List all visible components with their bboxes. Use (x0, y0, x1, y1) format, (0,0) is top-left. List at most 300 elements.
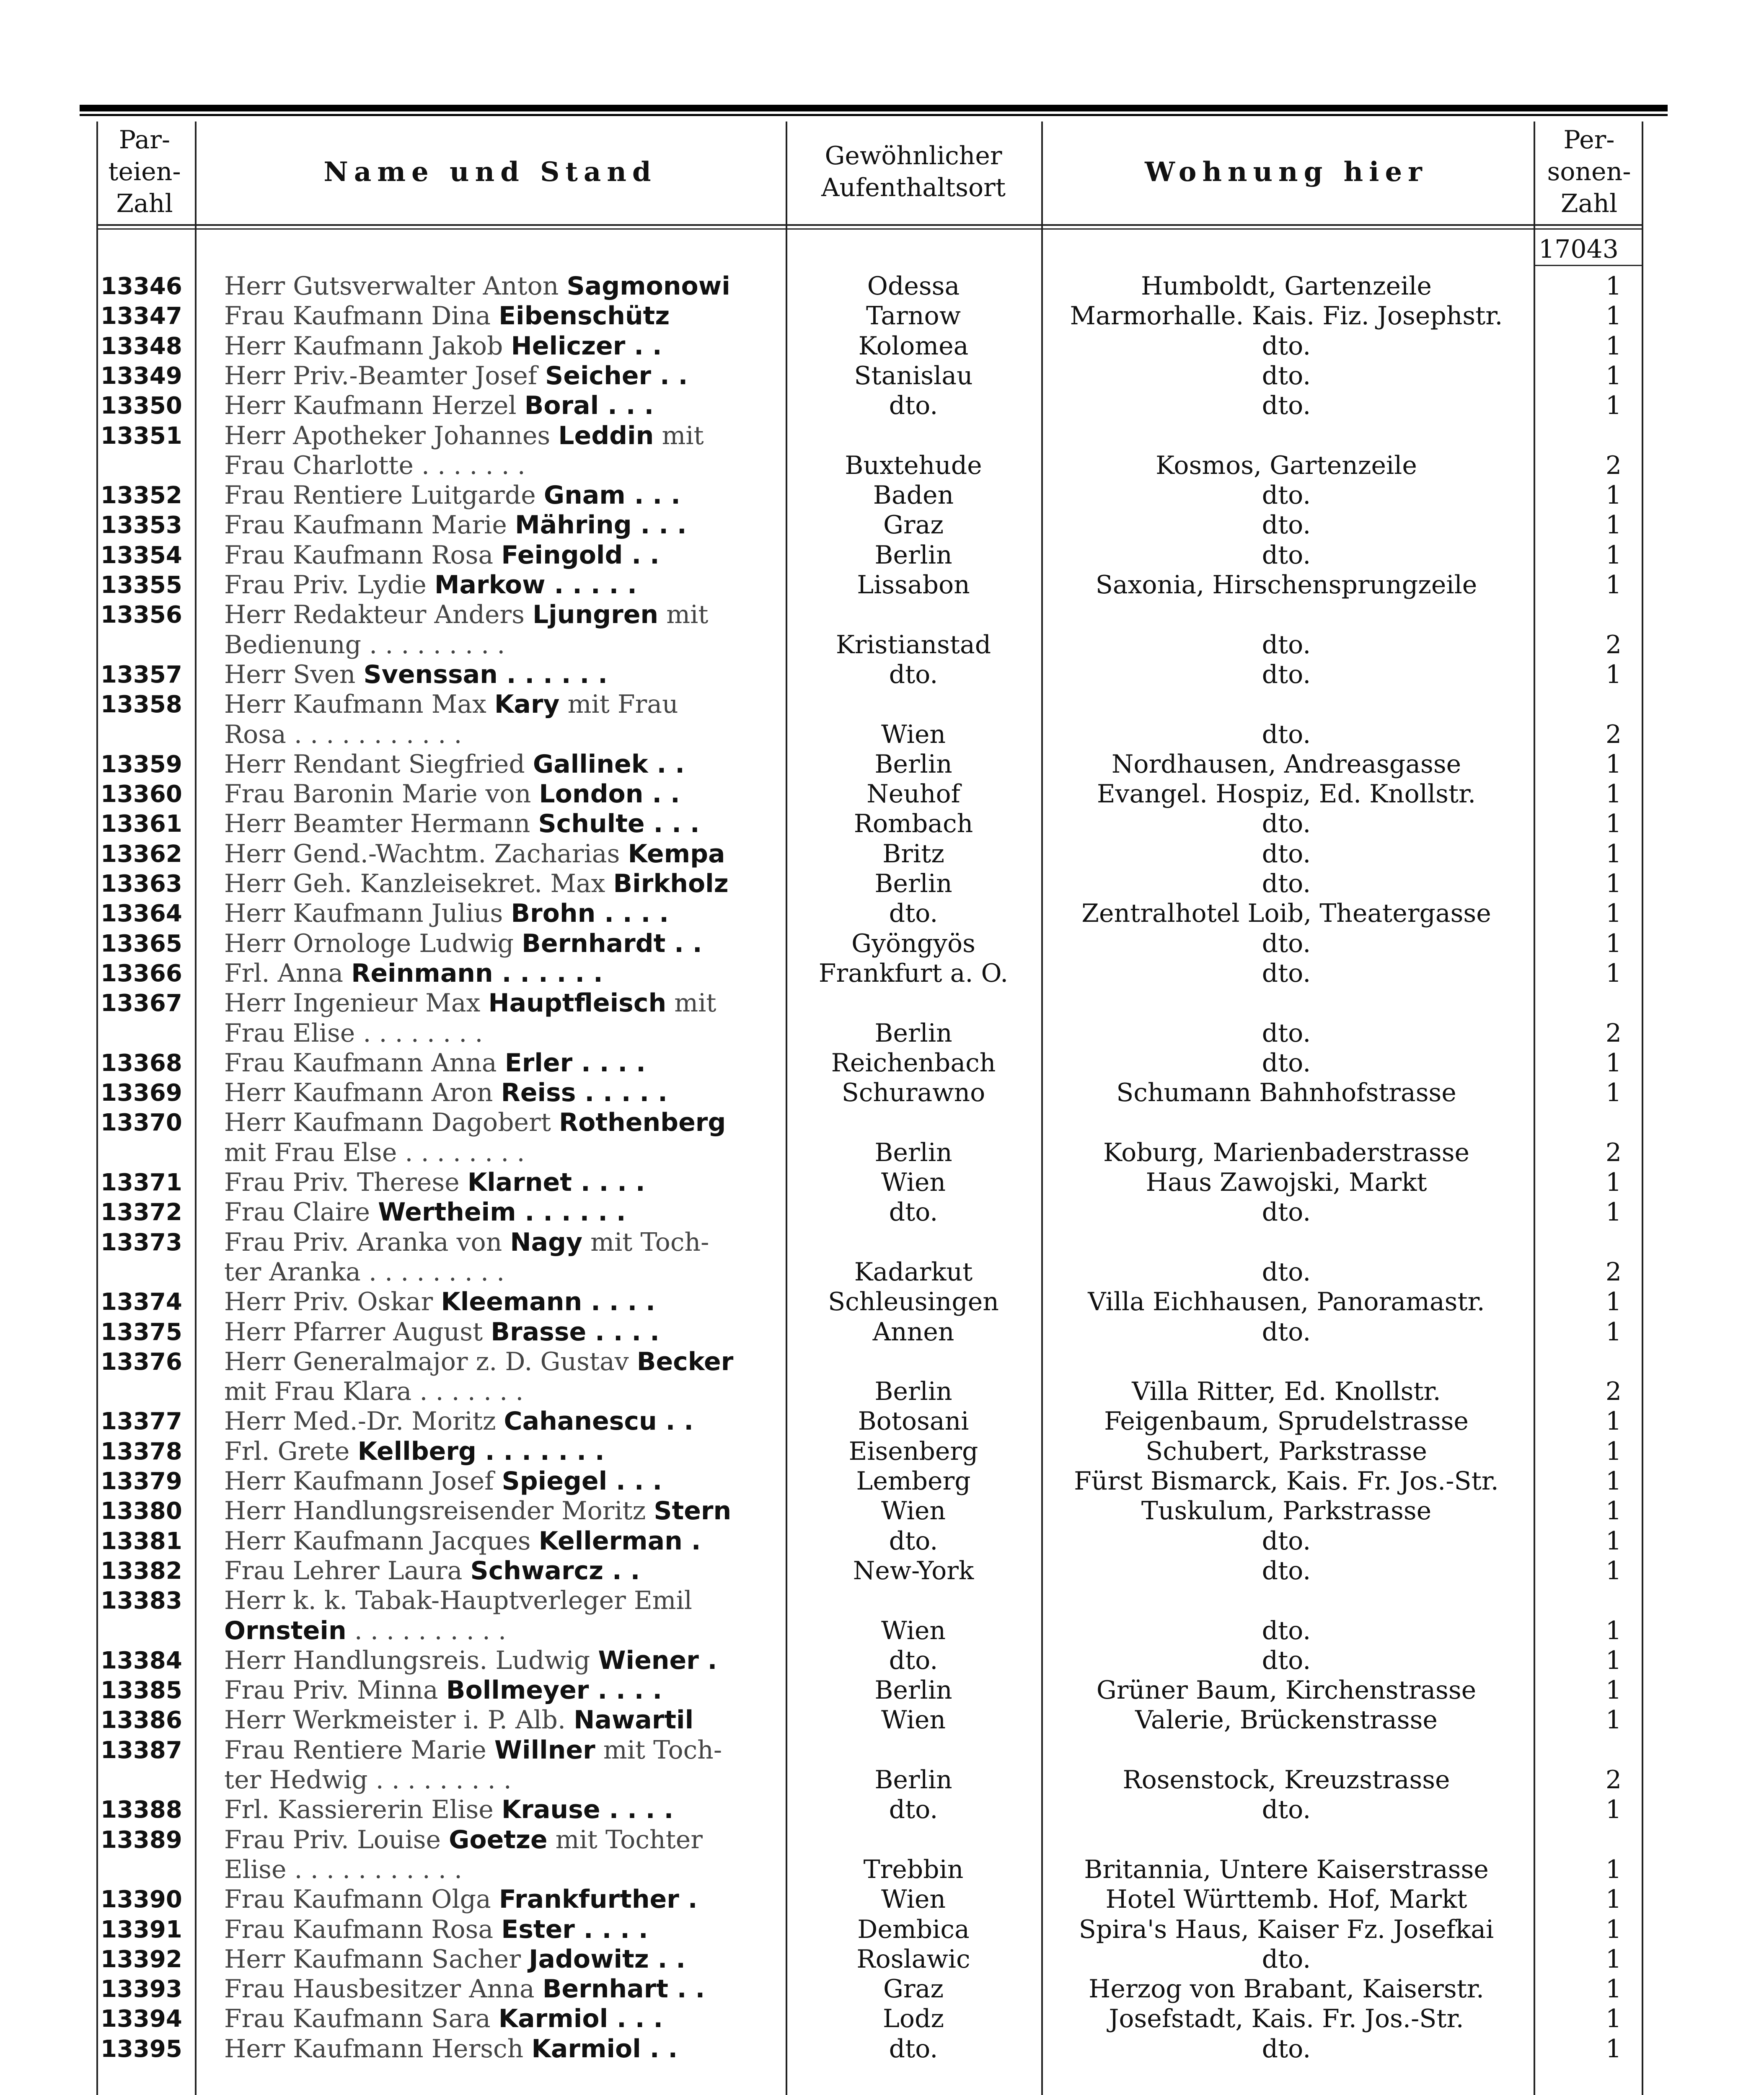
party-number: 13363 (101, 870, 182, 897)
lodging-address: dto. (1262, 1048, 1311, 1078)
surname: Reiss . . . . . (501, 1078, 667, 1107)
name-prefix: Frl. Anna (224, 959, 344, 988)
name-prefix: Frau Lehrer Laura (224, 1556, 463, 1585)
name-and-status (224, 570, 769, 600)
table-row (0, 1317, 1764, 1347)
name-suffix: mit (666, 988, 716, 1018)
table-row (0, 1915, 1764, 1945)
table-row (0, 839, 1764, 869)
name-prefix: Bedienung . . . . . . . . . (224, 630, 505, 660)
name-and-status (224, 750, 769, 779)
usual-residence: dto. (889, 1198, 938, 1227)
person-count: 1 (1605, 570, 1622, 600)
person-count: 1 (1605, 1287, 1622, 1316)
surname: Kellberg . . . . . . . (357, 1437, 605, 1466)
person-count: 1 (1605, 541, 1622, 570)
usual-residence: Berlin (874, 1676, 952, 1705)
surname: Kleemann . . . . (441, 1287, 655, 1316)
party-number: 13392 (101, 1946, 182, 1973)
lodging-address: dto. (1262, 1556, 1311, 1585)
party-number: 13358 (101, 691, 182, 718)
person-count: 1 (1605, 1855, 1622, 1884)
lodging-address: Nordhausen, Andreasgasse (1111, 750, 1461, 779)
person-count: 1 (1605, 929, 1622, 958)
name-prefix: Frau Priv. Lydie (224, 570, 427, 600)
name-prefix: Herr Ingenieur Max (224, 988, 481, 1018)
person-count: 1 (1605, 1078, 1622, 1107)
lodging-address: Fürst Bismarck, Kais. Fr. Jos.-Str. (1074, 1466, 1499, 1496)
name-prefix: Frau Hausbesitzer Anna (224, 1974, 535, 2004)
usual-residence: Berlin (874, 869, 952, 898)
usual-residence: Botosani (858, 1407, 969, 1436)
surname: Kary (494, 690, 560, 719)
name-prefix: Herr Gend.-Wachtm. Zacharias (224, 839, 620, 869)
header-party-line2: teien- (108, 157, 181, 186)
usual-residence: Wien (881, 1496, 946, 1526)
usual-residence: Berlin (874, 541, 952, 570)
name-and-status (224, 510, 769, 540)
name-prefix: Herr Rendant Siegfried (224, 750, 525, 779)
usual-residence: Lemberg (856, 1466, 971, 1496)
usual-residence: Neuhof (866, 779, 960, 809)
name-prefix: Herr Gutsverwalter Anton (224, 272, 559, 301)
name-prefix: Frau Kaufmann Sara (224, 2004, 491, 2033)
lodging-address: dto. (1262, 630, 1311, 660)
usual-residence: Gyöngyös (851, 929, 975, 958)
name-prefix: Frau Priv. Louise (224, 1825, 441, 1854)
name-and-status (224, 929, 769, 959)
table-row (0, 1646, 1764, 1676)
lodging-address: dto. (1262, 929, 1311, 958)
table-row (0, 391, 1764, 421)
lodging-address: Villa Ritter, Ed. Knollstr. (1132, 1377, 1441, 1406)
name-prefix: Herr Kaufmann Hersch (224, 2034, 524, 2064)
table-row (0, 1407, 1764, 1436)
name-and-status (224, 1347, 769, 1377)
party-number: 13346 (101, 273, 182, 300)
person-count: 1 (1605, 1646, 1622, 1675)
party-number: 13356 (101, 601, 182, 628)
name-prefix: mit Frau Klara . . . . . . . (224, 1377, 524, 1406)
name-prefix: ter Aranka . . . . . . . . . (224, 1257, 505, 1287)
person-count: 2 (1605, 720, 1622, 749)
table-row (0, 1377, 1764, 1407)
name-prefix: Frau Rentiere Marie (224, 1735, 486, 1765)
surname: London . . (539, 779, 680, 809)
table-row (0, 1825, 1764, 1855)
lodging-address: Josefstadt, Kais. Fr. Jos.-Str. (1109, 2004, 1464, 2033)
usual-residence: Berlin (874, 1019, 952, 1048)
name-and-status (224, 1765, 769, 1795)
name-prefix: Herr Generalmajor z. D. Gustav (224, 1347, 629, 1376)
surname: Ester . . . . (501, 1915, 648, 1944)
name-prefix: Herr Kaufmann Dagobert (224, 1108, 551, 1137)
surname: Krause . . . . (501, 1795, 674, 1824)
lodging-address: dto. (1262, 1945, 1311, 1974)
lodging-address: dto. (1262, 541, 1311, 570)
surname: Gallinek . . (533, 750, 685, 779)
table-row (0, 899, 1764, 929)
name-and-status (224, 1735, 769, 1765)
header-party-line1: Par- (119, 125, 171, 155)
person-count: 1 (1605, 361, 1622, 391)
lodging-address: dto. (1262, 959, 1311, 988)
name-suffix: mit Frau (559, 690, 678, 719)
party-number: 13382 (101, 1557, 182, 1585)
surname: Reinmann . . . . . . (351, 959, 603, 988)
usual-residence: Wien (881, 1616, 946, 1645)
person-count: 2 (1605, 451, 1622, 480)
surname: Jadowitz . . (529, 1945, 686, 1974)
name-and-status (224, 1646, 769, 1676)
table-row (0, 1795, 1764, 1825)
name-prefix: Frau Kaufmann Dina (224, 301, 491, 331)
surname: Birkholz (613, 869, 729, 898)
surname: Markow . . . . . (434, 570, 637, 600)
surname: Leddin (558, 421, 654, 450)
name-and-status (224, 959, 769, 988)
person-count: 1 (1605, 1168, 1622, 1197)
usual-residence: Wien (881, 1168, 946, 1197)
name-prefix: Frau Kaufmann Anna (224, 1048, 497, 1078)
person-count: 1 (1605, 1915, 1622, 1944)
surname: Schulte . . . (538, 809, 700, 838)
lodging-address: dto. (1262, 2034, 1311, 2064)
table-row (0, 869, 1764, 899)
table-row (0, 1257, 1764, 1287)
name-prefix: Herr Kaufmann Jakob (224, 331, 503, 361)
lodging-address: Spira's Haus, Kaiser Fz. Josefkai (1079, 1915, 1494, 1944)
name-prefix: Elise . . . . . . . . . . . (224, 1855, 463, 1884)
name-prefix: Herr Geh. Kanzleisekret. Max (224, 869, 605, 898)
person-count: 1 (1605, 809, 1622, 838)
party-number: 13353 (101, 512, 182, 539)
person-count: 1 (1605, 1048, 1622, 1078)
table-row (0, 1108, 1764, 1138)
lodging-address: dto. (1262, 331, 1311, 361)
person-count: 2 (1605, 1765, 1622, 1795)
name-and-status (224, 809, 769, 839)
name-prefix: Frau Kaufmann Olga (224, 1885, 491, 1914)
lodging-address: dto. (1262, 1257, 1311, 1287)
name-and-status (224, 779, 769, 809)
usual-residence: dto. (889, 2034, 938, 2064)
lodging-address: dto. (1262, 660, 1311, 689)
lodging-address: Marmorhalle. Kais. Fiz. Josephstr. (1070, 301, 1503, 331)
table-row (0, 1526, 1764, 1556)
usual-residence: dto. (889, 1795, 938, 1824)
carry-in-total: 17043 (1539, 235, 1619, 264)
usual-residence: dto. (889, 1526, 938, 1556)
usual-residence: Wien (881, 1885, 946, 1914)
name-prefix: Herr Med.-Dr. Moritz (224, 1407, 496, 1436)
surname: Nagy (510, 1228, 583, 1257)
person-count: 2 (1605, 1257, 1622, 1287)
usual-residence: Frankfurt a. O. (818, 959, 1009, 988)
carry-in-rule (1535, 265, 1642, 266)
table-row (0, 1048, 1764, 1078)
table-row (0, 1855, 1764, 1885)
name-and-status (224, 1377, 769, 1407)
lodging-address: dto. (1262, 1198, 1311, 1227)
lodging-address: Humboldt, Gartenzeile (1141, 272, 1432, 301)
name-prefix: Herr Kaufmann Max (224, 690, 486, 719)
surname: Hauptfleisch (488, 988, 667, 1018)
table-row (0, 451, 1764, 481)
usual-residence: dto. (889, 660, 938, 689)
party-number: 13368 (101, 1050, 182, 1077)
name-prefix: Frau Priv. Therese (224, 1168, 460, 1197)
table-row (0, 1705, 1764, 1735)
party-number: 13388 (101, 1796, 182, 1823)
party-number: 13349 (101, 362, 182, 390)
party-number: 13351 (101, 422, 182, 450)
table-row (0, 331, 1764, 361)
name-suffix: mit (658, 600, 709, 629)
party-number: 13377 (101, 1408, 182, 1435)
party-number: 13355 (101, 572, 182, 599)
party-number: 13373 (101, 1229, 182, 1256)
surname: Wiener . (598, 1646, 717, 1675)
party-number: 13372 (101, 1199, 182, 1226)
lodging-address: Koburg, Marienbaderstrasse (1103, 1138, 1470, 1167)
table-row (0, 1885, 1764, 1914)
lodging-address: Feigenbaum, Sprudelstrasse (1104, 1407, 1469, 1436)
name-and-status (224, 272, 769, 301)
table-row (0, 301, 1764, 331)
name-and-status (224, 1257, 769, 1287)
name-and-status (224, 1945, 769, 1974)
name-prefix: mit Frau Else . . . . . . . . (224, 1138, 525, 1167)
usual-residence: Annen (872, 1317, 954, 1347)
name-suffix: . . . . . . . . . . (346, 1616, 507, 1645)
person-count: 1 (1605, 2034, 1622, 2064)
table-row (0, 1019, 1764, 1048)
surname: Kempa (628, 839, 725, 869)
name-and-status (224, 1019, 769, 1048)
party-number: 13378 (101, 1438, 182, 1465)
surname: Sagmonowi (566, 272, 730, 301)
name-and-status (224, 1168, 769, 1198)
person-count: 1 (1605, 301, 1622, 331)
surname: Karmiol . . . (498, 2004, 663, 2033)
lodging-address: dto. (1262, 481, 1311, 510)
party-number: 13364 (101, 900, 182, 927)
name-and-status (224, 600, 769, 630)
name-prefix: Herr Kaufmann Jacques (224, 1526, 531, 1556)
lodging-address: dto. (1262, 1019, 1311, 1048)
name-and-status (224, 421, 769, 451)
table-row (0, 660, 1764, 690)
surname: Eibenschütz (499, 301, 670, 331)
name-prefix: Herr Werkmeister i. P. Alb. (224, 1705, 566, 1735)
name-and-status (224, 1586, 769, 1616)
surname: Willner (494, 1735, 595, 1765)
surname: Gnam . . . (543, 481, 680, 510)
party-number: 13365 (101, 930, 182, 957)
name-suffix: mit Toch- (582, 1228, 709, 1257)
surname: Mähring . . . (515, 510, 687, 540)
usual-residence: Berlin (874, 1377, 952, 1406)
usual-residence: Berlin (874, 750, 952, 779)
usual-residence: Eisenberg (848, 1437, 978, 1466)
header-party-number (96, 122, 193, 222)
surname: Bernhardt . . (522, 929, 702, 958)
usual-residence: Trebbin (863, 1855, 964, 1884)
name-prefix: Herr Kaufmann Aron (224, 1078, 493, 1107)
surname: Brasse . . . . (491, 1317, 660, 1347)
person-count: 1 (1605, 1496, 1622, 1526)
party-number: 13350 (101, 392, 182, 419)
lodging-address: dto. (1262, 510, 1311, 540)
name-and-status (224, 660, 769, 690)
surname: Wertheim . . . . . . (378, 1198, 626, 1227)
lodging-address: Grüner Baum, Kirchenstrasse (1096, 1676, 1477, 1705)
surname: Svenssan . . . . . . (363, 660, 608, 689)
name-prefix: Frau Kaufmann Rosa (224, 541, 494, 570)
party-number: 13390 (101, 1886, 182, 1913)
name-suffix: mit (654, 421, 704, 450)
table-row (0, 1974, 1764, 2004)
party-number: 13347 (101, 303, 182, 330)
party-number: 13384 (101, 1647, 182, 1674)
person-count: 1 (1605, 272, 1622, 301)
name-and-status (224, 1466, 769, 1496)
person-count: 1 (1605, 1407, 1622, 1436)
table-row (0, 510, 1764, 540)
table-row (0, 1586, 1764, 1616)
name-and-status (224, 869, 769, 899)
usual-residence: dto. (889, 1646, 938, 1675)
party-number: 13393 (101, 1976, 182, 2003)
header-rule-2 (96, 228, 1642, 230)
party-number: 13370 (101, 1109, 182, 1136)
name-prefix: Herr Handlungsreis. Ludwig (224, 1646, 590, 1675)
table-row (0, 1735, 1764, 1765)
lodging-address: Hotel Württemb. Hof, Markt (1105, 1885, 1467, 1914)
table-row (0, 2034, 1764, 2064)
surname: Bernhart . . (542, 1974, 705, 2004)
lodging-address: Rosenstock, Kreuzstrasse (1123, 1765, 1450, 1795)
surname: Ljungren (532, 600, 659, 629)
usual-residence: Kadarkut (854, 1257, 973, 1287)
top-rule-thin (80, 114, 1668, 116)
name-prefix: Herr Kaufmann Josef (224, 1466, 494, 1496)
name-and-status (224, 361, 769, 391)
surname: Becker (636, 1347, 734, 1376)
person-count: 1 (1605, 1317, 1622, 1347)
header-persons-line2: sonen- (1547, 157, 1631, 186)
person-count: 1 (1605, 779, 1622, 809)
person-count: 1 (1605, 391, 1622, 420)
party-number: 13352 (101, 482, 182, 509)
usual-residence: Kristianstad (835, 630, 991, 660)
name-and-status (224, 1885, 769, 1914)
header-persons-line1: Per- (1563, 125, 1615, 155)
party-number: 13379 (101, 1468, 182, 1495)
header-rule (96, 224, 1642, 226)
person-count: 1 (1605, 899, 1622, 928)
table-row (0, 1287, 1764, 1317)
name-and-status (224, 1705, 769, 1735)
surname: Feingold . . (501, 541, 660, 570)
lodging-address: dto. (1262, 1646, 1311, 1675)
person-count: 1 (1605, 481, 1622, 510)
party-number: 13387 (101, 1737, 182, 1764)
name-and-status (224, 720, 769, 750)
person-count: 1 (1605, 750, 1622, 779)
lodging-address: dto. (1262, 809, 1311, 838)
table-row (0, 929, 1764, 959)
header-person-count (1536, 122, 1642, 222)
party-number: 13366 (101, 960, 182, 987)
table-row (0, 1616, 1764, 1646)
usual-residence: Baden (873, 481, 954, 510)
name-prefix: Frau Priv. Minna (224, 1676, 438, 1705)
name-and-status (224, 899, 769, 929)
person-count: 1 (1605, 2004, 1622, 2033)
table-row (0, 481, 1764, 510)
party-number: 13354 (101, 542, 182, 569)
name-prefix: Herr Ornologe Ludwig (224, 929, 514, 958)
surname: Rothenberg (559, 1108, 726, 1137)
party-number: 13381 (101, 1528, 182, 1555)
name-and-status (224, 1825, 769, 1855)
table-row (0, 1556, 1764, 1586)
person-count: 1 (1605, 1526, 1622, 1556)
person-count: 1 (1605, 1616, 1622, 1645)
name-and-status (224, 451, 769, 481)
lodging-address: Britannia, Untere Kaiserstrasse (1084, 1855, 1489, 1884)
party-number: 13394 (101, 2005, 182, 2033)
name-and-status (224, 481, 769, 510)
name-prefix: Herr Handlungsreisender Moritz (224, 1496, 646, 1526)
party-number: 13359 (101, 751, 182, 778)
party-number: 13367 (101, 990, 182, 1017)
name-prefix: Frl. Kassiererin Elise (224, 1795, 494, 1824)
table-row (0, 1198, 1764, 1227)
table-row (0, 720, 1764, 750)
table-row (0, 1168, 1764, 1198)
header-party-line3: Zahl (116, 189, 173, 218)
name-prefix: Herr Kaufmann Sacher (224, 1945, 521, 1974)
lodging-address: Schubert, Parkstrasse (1146, 1437, 1427, 1466)
header-name-and-status: Name und Stand (323, 156, 657, 188)
table-row (0, 988, 1764, 1018)
party-number: 13362 (101, 841, 182, 868)
usual-residence: Wien (881, 720, 946, 749)
surname: Frankfurther . (499, 1885, 698, 1914)
usual-residence: Berlin (874, 1138, 952, 1167)
name-prefix: Herr Redakteur Anders (224, 600, 525, 629)
name-prefix: Herr Beamter Hermann (224, 809, 530, 838)
person-count: 1 (1605, 1945, 1622, 1974)
name-prefix: Frau Priv. Aranka von (224, 1228, 502, 1257)
table-row (0, 1676, 1764, 1705)
party-number: 13380 (101, 1498, 182, 1525)
surname: Karmiol . . (531, 2034, 678, 2064)
table-row (0, 1466, 1764, 1496)
usual-residence: Lissabon (857, 570, 970, 600)
name-and-status (224, 1496, 769, 1526)
table-row (0, 1496, 1764, 1526)
party-number: 13385 (101, 1677, 182, 1704)
name-and-status (224, 1048, 769, 1078)
name-and-status (224, 630, 769, 660)
surname: Seicher . . (545, 361, 688, 391)
name-and-status (224, 988, 769, 1018)
name-prefix: Rosa . . . . . . . . . . . (224, 720, 462, 749)
